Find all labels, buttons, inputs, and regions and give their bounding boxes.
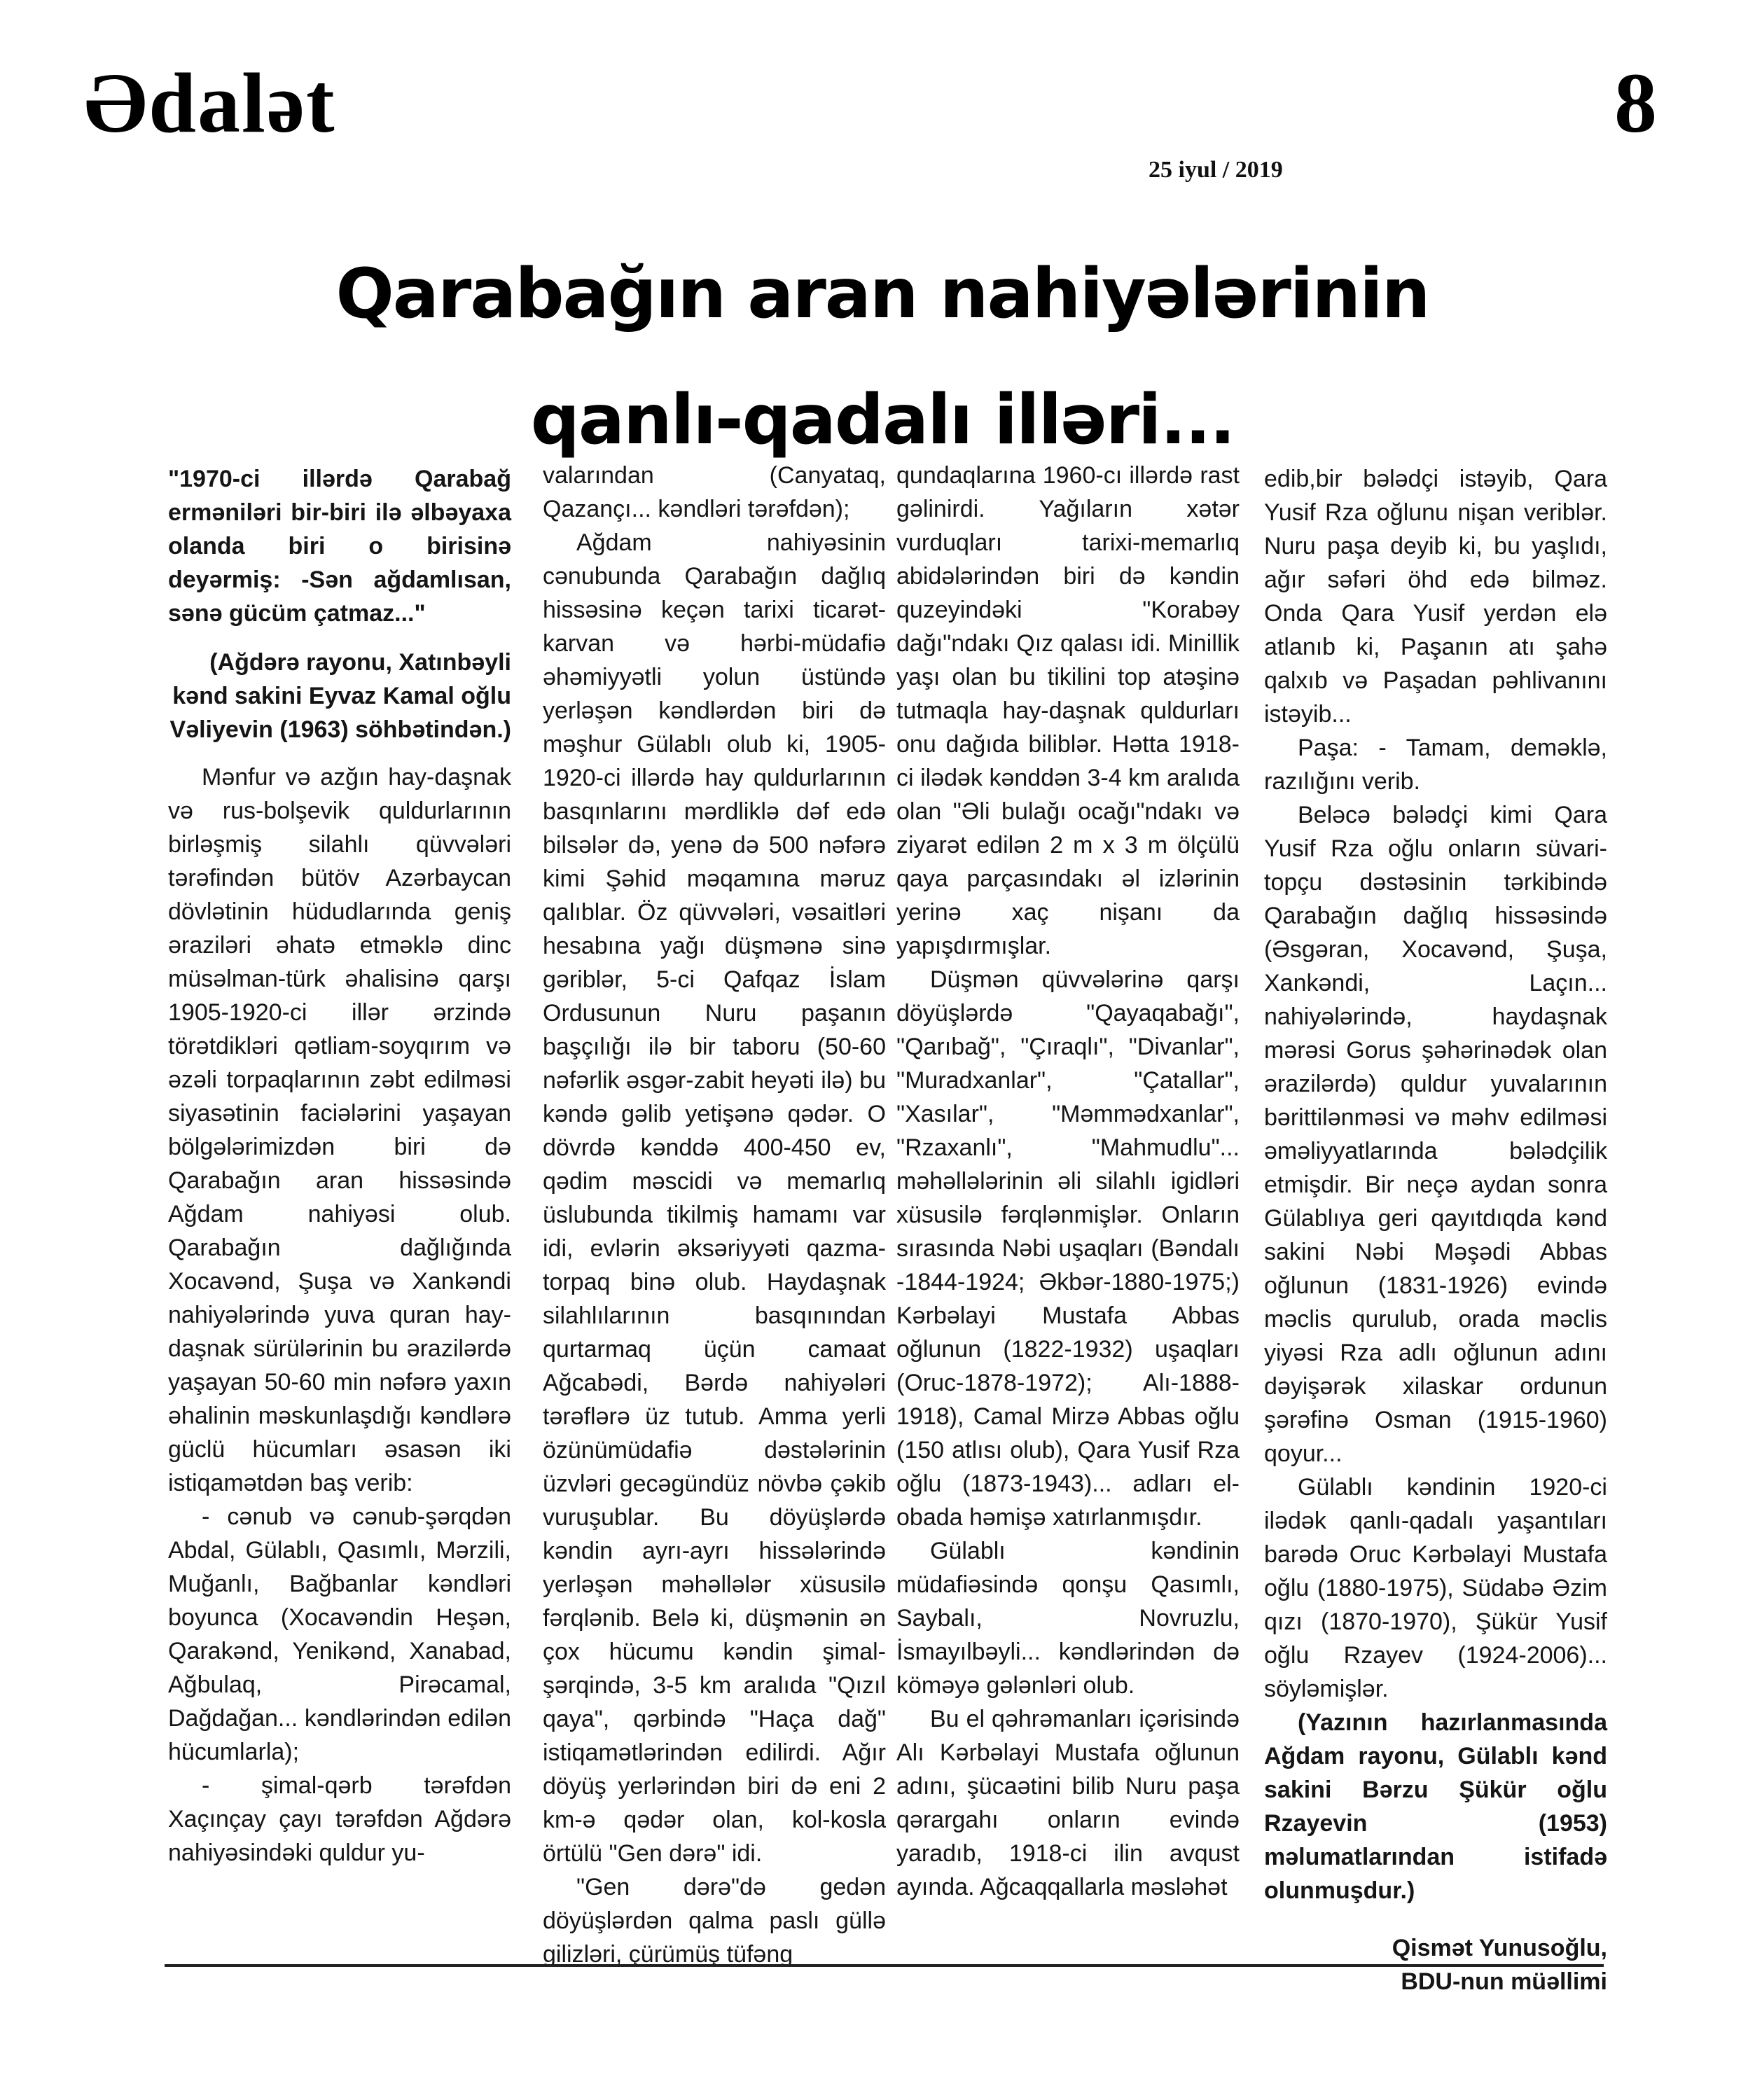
article-column-4: [1264, 462, 1607, 1998]
paragraph: Bu el qəhrəmanları içərisində Alı Kərbəlayi Mustafa oğlunun adını, şücaətini bilib Nuru paşa qərargahı onların evində yaradıb, 1918-ci ilin avqust ayında. Ağcaqqallarla məsləhət: [896, 1706, 1240, 1900]
paragraph: - cənub və cənub-şərqdən Abdal, Gülablı, Qasımlı, Mərzili, Muğanlı, Bağbanlar kəndləri boyunca (Xocavəndin Heşən, Qarakənd, Yenikənd, Xanabad, Ağbulaq, Pirəcamal, Dağdağan... kəndlərindən edilən hücumlarla);: [168, 1503, 511, 1765]
paragraph: - şimal-qərb tərəfdən Xaçınçay çayı tərəfdən Ağdərə nahiyəsindəki quldur yu-: [168, 1772, 511, 1866]
paragraph: qundaqlarına 1960-cı illərdə rast gəlinirdi. Yağıların xətər vurduqları tarixi-memarlıq abidələrindən biri də kəndin quzeyindəki "Korabəy dağı"ndakı Qız qalası idi. Minillik yaşı olan bu tikilini top atəşinə tutmaqla hay-daşnak quldurları onu dağıda biliblər. Hətta 1918-ci ilədək kənddən 3-4 km aralıda olan "Əli bulağı ocağı"ndakı və ziyarət edilən 2 m x 3 m ölçülü qaya parçasındakı əl izlərinin yerinə xaç nişanı da yapışdırmışlar.: [896, 462, 1240, 959]
paragraph: Beləcə bələdçi kimi Qara Yusif Rza oğlu onların süvari-topçu dəstəsinin tərkibində Qarabağın dağlıq hissəsində (Əsgəran, Xocavənd, Şuşa, Xankəndi, Laçın... nahiyələrində, haydaşnak mərəsi Gorus şəhərinədək olan ərazilərdə) quldur yuvalarının bərittilənməsi və məhv edilməsi əməliyyatlarında bələdçilik etmişdir. Bir neçə aydan sonra Gülablıya geri qayıtdıqda kənd sakini Nəbi Məşədi Abbas oğlunun (1831-1926) evində məclis qurulub, orada məclis yiyəsi Rza adlı oğlunun adını dəyişərək xilaskar ordunun şərəfinə Osman (1915-1960) qoyur...: [1264, 802, 1607, 1467]
paragraph: Gülablı kəndinin 1920-ci ilədək qanlı-qadalı yaşantıları barədə Oruc Kərbəlayi Mustafa oğlu (1880-1975), Südabə Əzim qızı (1870-1970), Şükür Yusif oğlu Rzayev (1924-2006)... söyləmişlər.: [1264, 1474, 1607, 1702]
paragraph: Gülablı kəndinin müdafiəsində qonşu Qasımlı, Saybalı, Novruzlu, İsmayılbəyli... kəndlərindən də köməyə gələnləri olub.: [896, 1538, 1240, 1699]
newspaper-masthead: Ədalət: [84, 56, 336, 151]
author-name: Qismət Yunusoğlu,: [1392, 1935, 1607, 1961]
source-note: (Yazının hazırlanmasında Ağdam rayonu, Gülablı kənd sakini Bərzu Şükür oğlu Rzayevin (1953) məlumatlarından istifadə olunmuşdur.): [1264, 1709, 1607, 1904]
page-number: 8: [1614, 56, 1657, 151]
article-column-2: [543, 459, 886, 1971]
paragraph: edib,bir bələdçi istəyib, Qara Yusif Rza oğlunu nişan veriblər. Nuru paşa deyib ki, bu yaşlıdı, ağır səfəri öhd edə bilməz. Onda Qara Yusif yerdən elə atlanıb ki, Paşanın atı şahə qalxıb və Paşadan pəhlivanını istəyib...: [1264, 466, 1607, 728]
epigraph-source: (Ağdərə rayonu, Xatınbəyli kənd sakini Eyvaz Kamal oğlu Vəliyevin (1963) söhbətindən.): [169, 649, 511, 743]
paragraph: "Gen dərə"də gedən döyüşlərdən qalma paslı güllə gilizləri, çürümüş tüfəng: [543, 1874, 886, 1968]
paragraph: Ağdam nahiyəsinin cənubunda Qarabağın dağlıq hissəsinə keçən tarixi ticarət-karvan və hərbi-müdafiə əhəmiyyətli yolun üstündə yerləşən kəndlərdən biri də məşhur Gülablı olub ki, 1905-1920-ci illərdə hay quldurlarının basqınlarını mərdliklə dəf edə bilsələr də, yenə də 500 nəfərə kimi Şəhid məqamına məruz qalıblar. Öz qüvvələri, vəsaitləri hesabına yağı düşmənə sinə gəriblər, 5-ci Qafqaz İslam Ordusunun Nuru paşanın başçılığı ilə bir taboru (50-60 nəfərlik əsgər-zabit heyəti ilə) bu kəndə gəlib yetişənə qədər. O dövrdə kənddə 400-450 ev, qədim məscidi və memarlıq üslubunda tikilmiş hamamı var idi, evlərin əksəriyyəti qazma-torpaq binə olub. Haydaşnak silahlılarının basqınından qurtarmaq üçün camaat Ağcabədi, Bərdə nahiyələri tərəflərə üz tutub. Amma yerli özünümüdafiə dəstələrinin üzvləri gecəgündüz növbə çəkib vuruşublar. Bu döyüşlərdə kəndin ayrı-ayrı hissələrində yerləşən məhəllələr xüsusilə fərqlənib. Belə ki, düşmənin ən çox hücumu kəndin şimal-şərqində, 3-5 km aralıda "Qızıl qaya", qərbində "Haça dağ" istiqamətlərindən edilirdi. Ağır döyüş yerlərindən biri də eni 2 km-ə qədər olan, kol-kosla örtülü "Gen dərə" idi.: [543, 529, 886, 1867]
article-column-1: [168, 462, 511, 1870]
article-headline: [126, 231, 1639, 483]
epigraph-quote: "1970-ci illərdə Qarabağ ermənilәri bir-biri ilə əlbəyaxa olanda biri o birisinə deyərmiş: -Sən ağdamlısan, sənə gücüm çatmaz...": [168, 466, 511, 627]
paragraph: Paşa: - Tamam, deməklə, razılığını verib.: [1264, 735, 1607, 795]
paragraph: valarından (Canyataq, Qazançı... kəndləri tərəfdən);: [543, 462, 886, 522]
issue-date: 25 iyul / 2019: [1149, 157, 1283, 183]
headline-line-2: qanlı-qadalı illəri...: [530, 380, 1235, 460]
article-column-3: [896, 459, 1240, 1904]
headline-line-1: Qarabağın aran nahiyələrinin: [335, 254, 1429, 334]
bottom-divider: [165, 1964, 1604, 1967]
paragraph: Mənfur və azğın hay-daşnak və rus-bolşevik quldurlarının birləşmiş silahlı qüvvələri tərəfindən bütöv Azərbaycan dövlətinin hüdudlarında geniş əraziləri əhatə etməklə dinc müsəlman-türk əhalisinə qarşı 1905-1920-ci illər ərzində törətdikləri qətliam-soyqırım və əzəli torpaqlarının zəbt edilməsi siyasətinin faciələrini yaşayan bölgələrimizdən biri də Qarabağın aran hissəsində Ağdam nahiyəsi olub. Qarabağın dağlığında Xocavənd, Şuşa və Xankəndi nahiyələrində yuva quran hay-daşnak sürülərinin bu ərazilərdə yaşayan 50-60 min nəfərə yaxın əhalinin məskunlaşdığı kəndlərə güclü hücumları əsasən iki istiqamətdən baş verib:: [168, 764, 511, 1496]
paragraph: Düşmən qüvvələrinə qarşı döyüşlərdə "Qayaqabağı", "Qarıbağ", "Çıraqlı", "Divanlar", "Muradxanlar", "Çatallar", "Xasılar", "Məmmədxanlar", "Rzaxanlı", "Mahmudlu"... məhəllələrinin əli silahlı igidləri xüsusilə fərqlənmişlər. Onların sırasında Nəbi uşaqları (Bəndalı -1844-1924; Əkbər-1880-1975;) Kərbəlayi Mustafa Abbas oğlunun (1822-1932) uşaqları (Oruc-1878-1972); Alı-1888-1918), Camal Mirzə Abbas oğlu (150 atlısı olub), Qara Yusif Rza oğlu (1873-1943)... adları el-obada həmişə xatırlanmışdır.: [896, 966, 1240, 1531]
author-title: BDU-nun müəllimi: [1401, 1968, 1607, 1995]
